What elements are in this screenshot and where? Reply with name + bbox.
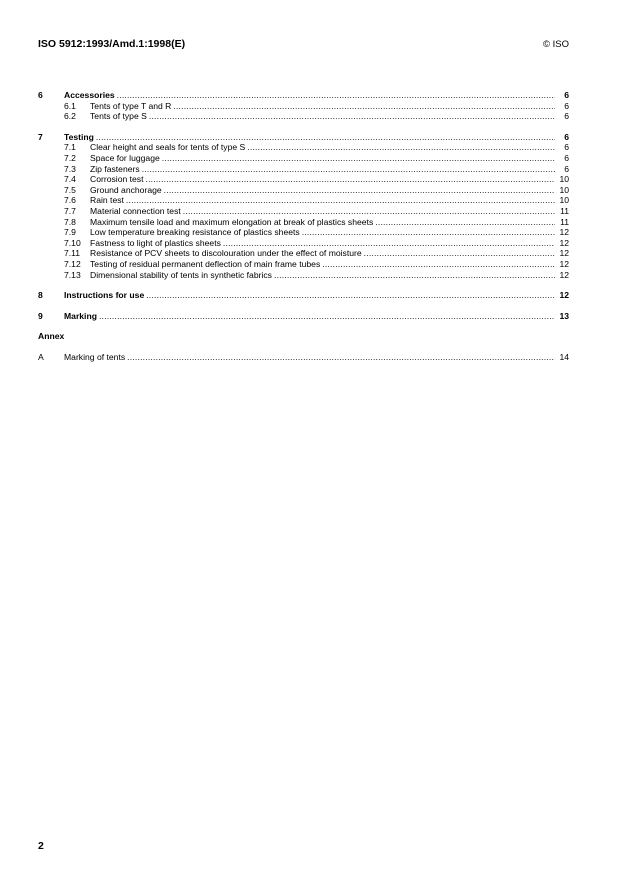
toc-entry-7-11[interactable]	[38, 248, 569, 259]
toc-page: 6	[564, 111, 569, 122]
toc-page: 10	[559, 195, 569, 206]
toc-number: 8	[38, 290, 43, 301]
toc-title: Low temperature breaking resistance of plastics sheets	[90, 227, 300, 238]
toc-number: 7.1	[64, 142, 76, 153]
toc-page: 6	[564, 142, 569, 153]
toc-title: Fastness to light of plastics sheets	[90, 237, 221, 248]
toc-entry-6-2[interactable]	[38, 111, 569, 122]
toc-number: 7.7	[64, 205, 76, 216]
toc-page: 12	[559, 290, 569, 301]
toc-title: Tents of type S	[90, 111, 147, 122]
toc-entry-7-3[interactable]	[38, 164, 569, 175]
toc-number: 7	[38, 131, 43, 142]
toc-page: 12	[559, 258, 569, 269]
toc-page: 13	[559, 310, 569, 321]
toc-entry-7-10[interactable]	[38, 238, 569, 249]
dot-leader	[117, 90, 555, 101]
dot-leader	[274, 270, 555, 281]
dot-leader	[364, 248, 555, 259]
toc-entry-7-1[interactable]	[38, 142, 569, 153]
toc-page: 6	[564, 90, 569, 100]
toc-number: 7.11	[64, 248, 81, 259]
toc-entry-8[interactable]	[38, 290, 569, 301]
toc-number: 9	[38, 310, 43, 321]
toc-page: 10	[559, 184, 569, 195]
toc-page: 11	[560, 216, 569, 227]
toc-title: Space for luggage	[90, 152, 160, 163]
toc-page: 10	[559, 174, 569, 185]
toc-page: 6	[564, 152, 569, 163]
toc-number: 7.3	[64, 163, 76, 174]
toc-title: Ground anchorage	[90, 184, 162, 195]
toc-page: 12	[559, 227, 569, 238]
toc-number: 7.9	[64, 227, 76, 238]
dot-leader	[302, 227, 555, 238]
dot-leader	[142, 164, 555, 175]
dot-leader	[375, 217, 555, 228]
annex-heading: Annex	[38, 331, 65, 342]
toc-entry-6-1[interactable]	[38, 101, 569, 112]
toc-page: 12	[559, 248, 569, 259]
dot-leader	[164, 185, 555, 196]
toc-entry-7-7[interactable]	[38, 206, 569, 217]
toc-title: Accessories	[64, 90, 115, 100]
dot-leader	[146, 290, 555, 301]
toc-title: Rain test	[90, 195, 124, 206]
dot-leader	[149, 111, 555, 122]
toc-entry-7-9[interactable]	[38, 227, 569, 238]
toc-title: Marking of tents	[64, 351, 126, 362]
toc-title: Zip fasteners	[90, 163, 140, 174]
toc-number: 7.12	[64, 258, 81, 269]
toc-entry-7-6[interactable]	[38, 195, 569, 206]
toc-entry-9[interactable]	[38, 311, 569, 322]
toc-title: Maximum tensile load and maximum elongation at break of plastics sheets	[90, 216, 374, 227]
toc-page: 12	[559, 269, 569, 280]
toc-entry-7-13[interactable]	[38, 270, 569, 281]
copyright-notice: © ISO	[542, 39, 569, 50]
dot-leader	[322, 259, 555, 270]
toc-page: 6	[564, 100, 569, 111]
toc-entry-6[interactable]	[38, 90, 569, 101]
toc-number: 6	[38, 90, 43, 100]
dot-leader	[99, 311, 555, 322]
toc-number: 7.8	[64, 216, 76, 227]
toc-entry-7-12[interactable]	[38, 259, 569, 270]
toc-number: 7.2	[64, 152, 76, 163]
dot-leader	[127, 352, 555, 363]
toc-number: A	[38, 351, 44, 362]
toc-title: Clear height and seals for tents of type S	[90, 142, 246, 153]
page-number: 2	[38, 840, 44, 852]
toc-title: Instructions for use	[64, 290, 145, 301]
toc-number: 7.4	[64, 174, 76, 185]
dot-leader	[183, 206, 555, 217]
toc-entry-7-5[interactable]	[38, 185, 569, 196]
toc-entry-7-8[interactable]	[38, 217, 569, 228]
dot-leader	[247, 142, 555, 153]
toc-number: 6.2	[64, 111, 76, 122]
toc-entry-annex-a[interactable]	[38, 352, 569, 363]
toc-title: Marking	[64, 310, 97, 321]
toc-title: Tents of type T and R	[90, 100, 172, 111]
table-of-contents	[38, 90, 569, 362]
toc-page: 6	[564, 131, 569, 142]
toc-title: Resistance of PCV sheets to discolouration under the effect of moisture	[90, 248, 362, 259]
toc-entry-7-4[interactable]	[38, 174, 569, 185]
toc-number: 7.10	[64, 237, 81, 248]
toc-page: 6	[564, 163, 569, 174]
toc-number: 7.5	[64, 184, 76, 195]
toc-number: 6.1	[64, 100, 76, 111]
dot-leader	[96, 132, 555, 143]
toc-title: Dimensional stability of tents in synthetic fabrics	[90, 269, 272, 280]
document-id: ISO 5912:1993/Amd.1:1998(E)	[38, 38, 186, 50]
dot-leader	[173, 101, 555, 112]
dot-leader	[223, 238, 555, 249]
toc-number: 7.6	[64, 195, 76, 206]
toc-page: 12	[559, 237, 569, 248]
dot-leader	[126, 195, 555, 206]
dot-leader	[146, 174, 556, 185]
toc-entry-7-2[interactable]	[38, 153, 569, 164]
toc-number: 7.13	[64, 269, 81, 280]
toc-page: 11	[560, 205, 569, 216]
dot-leader	[162, 153, 555, 164]
toc-entry-7[interactable]	[38, 132, 569, 143]
toc-title: Corrosion test	[90, 174, 144, 185]
toc-title: Testing of residual permanent deflection of main frame tubes	[90, 258, 321, 269]
toc-title: Testing	[64, 131, 94, 142]
toc-title: Material connection test	[90, 205, 181, 216]
toc-page: 14	[559, 351, 569, 362]
